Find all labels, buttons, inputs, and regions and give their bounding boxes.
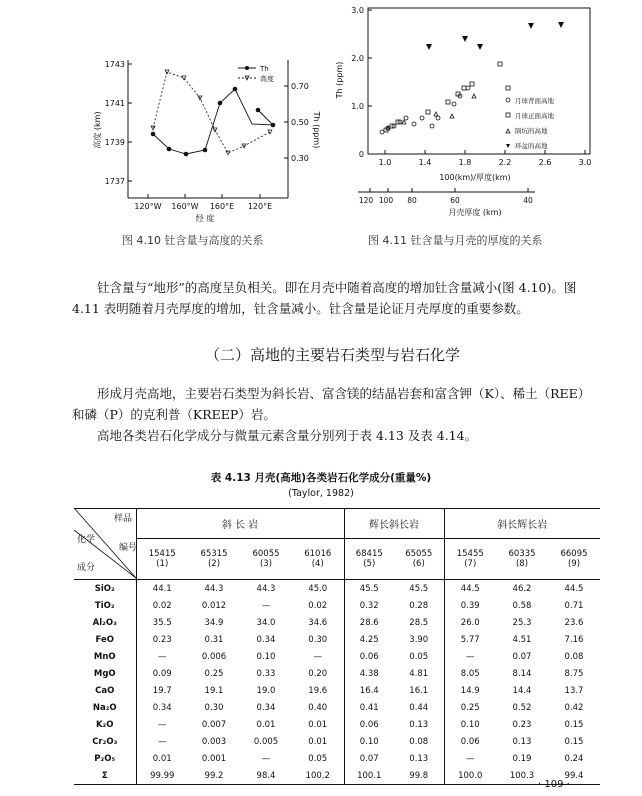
table-cell: 99.8 bbox=[394, 767, 444, 785]
y-left-tick: 1743 bbox=[104, 60, 125, 69]
table-cell: 44.5 bbox=[460, 583, 480, 594]
component-name: MgO bbox=[74, 665, 136, 682]
x-tick: 160°W bbox=[171, 202, 199, 211]
y-left-label: 高度 (km) bbox=[93, 111, 102, 149]
figure-4-10-caption: 图 4.10 钍含量与高度的关系 bbox=[122, 234, 264, 247]
table-cell: 19.1 bbox=[204, 685, 224, 696]
y-tick: 1.0 bbox=[351, 102, 364, 111]
table-cell: 0.10 bbox=[256, 651, 276, 662]
th-point bbox=[184, 152, 189, 157]
figure-4-11 bbox=[330, 0, 600, 226]
table-row bbox=[74, 580, 600, 598]
table-title: 表 4.13 月壳(高地)各类岩石化学成分(重量%) bbox=[210, 472, 432, 484]
table-cell: 0.20 bbox=[292, 665, 344, 682]
table-cell: 99.2 bbox=[204, 770, 224, 781]
component-name: P₂O₅ bbox=[74, 750, 136, 767]
table-cell: 16.1 bbox=[394, 682, 444, 699]
x2-tick: 120 bbox=[358, 196, 374, 205]
sample-header bbox=[240, 539, 292, 580]
table-row bbox=[74, 648, 600, 665]
y-tick: 2.0 bbox=[351, 54, 364, 63]
sample-id: 61016 bbox=[304, 549, 332, 560]
sample-id: 66095 bbox=[560, 549, 588, 560]
figure-4-11-plot bbox=[330, 0, 600, 222]
table-cell: 19.7 bbox=[152, 685, 172, 696]
component-name: SiO₂ bbox=[74, 580, 136, 598]
sample-header bbox=[548, 539, 600, 580]
table-cell: 0.02 bbox=[152, 600, 172, 611]
figure-4-10-plot bbox=[70, 50, 320, 235]
table-cell: 0.10 bbox=[460, 719, 480, 730]
table-cell: 8.05 bbox=[460, 668, 480, 679]
table-cell: 0.34 bbox=[256, 702, 276, 713]
sample-header bbox=[394, 539, 444, 580]
component-name: K₂O bbox=[74, 716, 136, 733]
height-point bbox=[226, 151, 230, 155]
sample-header bbox=[496, 539, 548, 580]
table-cell: 0.30 bbox=[204, 702, 224, 713]
table-cell: 99.99 bbox=[150, 770, 175, 781]
table-cell: 46.2 bbox=[512, 583, 532, 594]
group-anorthositic-gabbro: 斜长辉长岩 bbox=[444, 509, 600, 539]
table-row bbox=[74, 682, 600, 699]
table-cell: 8.14 bbox=[512, 668, 532, 679]
table-cell: 0.012 bbox=[201, 600, 227, 611]
table-cell: 0.40 bbox=[292, 699, 344, 716]
table-cell: — bbox=[261, 753, 271, 764]
table-cell: 0.006 bbox=[201, 651, 227, 662]
table-cell: 0.25 bbox=[204, 668, 224, 679]
paragraph-1: 钍含量与“地形”的高度呈负相关。即在月壳中随着高度的增加钍含量减小(图 4.10)。图 4.11 表明随着月壳厚度的增加，钍含量减小。钍含量是论证月壳厚度的重要参数。 bbox=[72, 280, 577, 316]
table-cell: 0.07 bbox=[512, 651, 532, 662]
table-cell: 0.13 bbox=[394, 750, 444, 767]
group-anorthosite: 斜 长 岩 bbox=[136, 509, 344, 539]
table-cell: 99.4 bbox=[564, 770, 584, 781]
table-body bbox=[74, 580, 600, 785]
y-right-tick: 0.50 bbox=[291, 118, 309, 127]
table-cell: — bbox=[158, 719, 167, 730]
y-right-label: Th (ppm) bbox=[312, 111, 321, 149]
table-cell: 0.01 bbox=[292, 716, 344, 733]
table-cell: 0.01 bbox=[152, 753, 172, 764]
table-cell: 0.15 bbox=[564, 736, 584, 747]
table-cell: 23.6 bbox=[564, 617, 584, 628]
sample-id: 68415 bbox=[355, 549, 383, 560]
table-cell: — bbox=[158, 651, 167, 662]
table-cell: 19.0 bbox=[256, 685, 276, 696]
table-cell: 0.71 bbox=[564, 600, 584, 611]
table-cell: 0.30 bbox=[292, 631, 344, 648]
x2-tick: 40 bbox=[523, 196, 533, 205]
table-cell: 0.01 bbox=[292, 733, 344, 750]
sample-id: 15455 bbox=[456, 549, 484, 560]
data-point bbox=[462, 36, 468, 42]
table-cell: 0.44 bbox=[394, 699, 444, 716]
data-point bbox=[528, 23, 534, 29]
legend-item: 月球正面高地 bbox=[515, 112, 554, 120]
table-cell: 0.28 bbox=[394, 597, 444, 614]
y-right-tick: 0.30 bbox=[291, 154, 309, 163]
table-cell: 0.42 bbox=[564, 702, 584, 713]
x2-tick: 80 bbox=[407, 196, 417, 205]
sample-index: (9) bbox=[567, 559, 581, 570]
sample-index: (4) bbox=[311, 559, 324, 570]
table-cell: 0.07 bbox=[359, 753, 379, 764]
height-series-line bbox=[153, 72, 270, 153]
table-cell: 8.75 bbox=[564, 668, 584, 679]
data-point bbox=[426, 44, 432, 50]
table-cell: 4.81 bbox=[394, 665, 444, 682]
table-cell: 0.06 bbox=[359, 719, 379, 730]
table-cell: 0.33 bbox=[256, 668, 276, 679]
table-cell: 7.16 bbox=[564, 634, 584, 645]
y-label: Th (ppm) bbox=[335, 61, 344, 99]
table-cell: 0.34 bbox=[256, 634, 276, 645]
table-cell: 0.09 bbox=[152, 668, 172, 679]
x-tick: 2.2 bbox=[498, 158, 512, 167]
sample-index: (1) bbox=[156, 559, 169, 570]
table-cell: 13.7 bbox=[564, 685, 584, 696]
table-cell: 0.58 bbox=[512, 600, 532, 611]
page-number: · 109 · bbox=[538, 779, 570, 790]
table-cell: 0.05 bbox=[292, 750, 344, 767]
table-cell: 0.13 bbox=[512, 736, 532, 747]
sample-id: 60055 bbox=[252, 549, 280, 560]
component-name: TiO₂ bbox=[74, 597, 136, 614]
x-tick: 1.8 bbox=[458, 158, 472, 167]
table-cell: 45.5 bbox=[394, 580, 444, 598]
table-cell: 0.01 bbox=[256, 719, 276, 730]
table-cell: 0.003 bbox=[201, 736, 227, 747]
table-cell: 0.32 bbox=[359, 600, 379, 611]
th-point bbox=[151, 132, 156, 137]
table-cell: 0.41 bbox=[359, 702, 379, 713]
y-left-tick: 1737 bbox=[104, 177, 125, 186]
y-right-tick: 0.70 bbox=[291, 82, 309, 91]
component-name: Na₂O bbox=[74, 699, 136, 716]
table-cell: 0.39 bbox=[460, 600, 480, 611]
table-cell: 100.1 bbox=[357, 770, 382, 781]
table-row bbox=[74, 750, 600, 767]
table-row bbox=[74, 699, 600, 716]
table-cell: 0.23 bbox=[512, 719, 532, 730]
table-cell: — bbox=[466, 753, 475, 764]
th-point bbox=[256, 108, 261, 113]
table-cell: 45.0 bbox=[292, 580, 344, 598]
component-name: CaO bbox=[74, 682, 136, 699]
x-tick: 3.0 bbox=[578, 158, 592, 167]
data-point bbox=[477, 44, 483, 50]
th-point bbox=[218, 101, 223, 106]
table-row bbox=[74, 614, 600, 631]
th-point bbox=[271, 123, 276, 128]
legend-item: 环盆的高地 bbox=[515, 142, 548, 150]
table-cell: 100.0 bbox=[458, 770, 483, 781]
table-cell: 0.08 bbox=[564, 651, 584, 662]
th-point bbox=[203, 148, 208, 153]
table-cell: 0.25 bbox=[460, 702, 480, 713]
x-label: 经 度 bbox=[195, 214, 215, 223]
table-cell: 0.24 bbox=[564, 753, 584, 764]
table-cell: 16.4 bbox=[359, 685, 379, 696]
table-cell: 0.06 bbox=[359, 651, 379, 662]
corner-number: 编号 bbox=[119, 543, 138, 553]
table-cell: 0.007 bbox=[201, 719, 227, 730]
table-grid bbox=[74, 508, 600, 785]
table-cell: 0.08 bbox=[394, 733, 444, 750]
table-cell: 25.3 bbox=[512, 617, 532, 628]
x-label: 100(km)/厚度(km) bbox=[439, 173, 511, 182]
table-cell: 28.5 bbox=[394, 614, 444, 631]
table-cell: 34.6 bbox=[292, 614, 344, 631]
table-cell: 14.9 bbox=[460, 685, 480, 696]
legend-th: Th bbox=[260, 65, 269, 73]
table-cell: 0.02 bbox=[292, 597, 344, 614]
chemistry-table bbox=[74, 508, 600, 785]
sample-index: (2) bbox=[207, 559, 221, 570]
sample-header bbox=[188, 539, 240, 580]
sample-id: 65315 bbox=[200, 549, 228, 560]
table-row bbox=[74, 733, 600, 750]
th-series-line bbox=[153, 89, 273, 154]
corner-chem: 化学 bbox=[77, 535, 96, 545]
height-point bbox=[268, 130, 272, 134]
table-cell: 98.4 bbox=[256, 770, 276, 781]
table-cell: 4.25 bbox=[359, 634, 379, 645]
table-cell: 19.6 bbox=[292, 682, 344, 699]
table-cell: 35.5 bbox=[152, 617, 172, 628]
table-cell: 0.005 bbox=[253, 736, 279, 747]
x2-label: 月壳厚度 (km) bbox=[448, 208, 502, 217]
table-cell: — bbox=[158, 736, 167, 747]
table-row bbox=[74, 597, 600, 614]
table-cell: 0.19 bbox=[512, 753, 532, 764]
sample-id: 60335 bbox=[508, 549, 536, 560]
paragraph-3: 高地各类岩石化学成分与微量元素含量分别列于表 4.13 及表 4.14。 bbox=[97, 428, 478, 443]
x-tick: 120°E bbox=[247, 202, 273, 211]
table-row bbox=[74, 767, 600, 785]
table-cell: 0.52 bbox=[512, 702, 532, 713]
table-cell: 5.77 bbox=[460, 634, 480, 645]
table-cell: 4.51 bbox=[512, 634, 532, 645]
table-cell: 0.10 bbox=[359, 736, 379, 747]
component-name: Σ bbox=[74, 767, 136, 785]
table-cell: 34.9 bbox=[204, 617, 224, 628]
table-cell: 0.13 bbox=[394, 716, 444, 733]
sample-id: 15415 bbox=[148, 549, 176, 560]
table-cell: 100.2 bbox=[292, 767, 344, 785]
x-tick: 1.4 bbox=[418, 158, 432, 167]
legend-item: 陨坑的高地 bbox=[515, 127, 548, 135]
y-tick: 3.0 bbox=[351, 6, 364, 15]
corner-sample: 样品 bbox=[114, 514, 133, 524]
figure-4-10 bbox=[70, 50, 320, 239]
table-cell: 45.5 bbox=[359, 583, 379, 594]
table-cell: — bbox=[261, 600, 271, 611]
table-cell: 44.3 bbox=[204, 583, 224, 594]
x2-tick: 60 bbox=[450, 196, 460, 205]
table-cell: 0.05 bbox=[394, 648, 444, 665]
table-cell: 14.4 bbox=[512, 685, 532, 696]
component-name: FeO bbox=[74, 631, 136, 648]
table-cell: 28.6 bbox=[359, 617, 379, 628]
x-tick: 160°E bbox=[209, 202, 235, 211]
sample-index: (6) bbox=[412, 559, 425, 570]
th-point bbox=[167, 147, 172, 152]
y-left-tick: 1739 bbox=[104, 138, 125, 147]
x-tick: 2.6 bbox=[538, 158, 552, 167]
table-cell: 3.90 bbox=[394, 631, 444, 648]
component-name: Al₂O₃ bbox=[74, 614, 136, 631]
table-cell: 0.34 bbox=[152, 702, 172, 713]
group-gabbroic-anorthosite: 辉长斜长岩 bbox=[344, 509, 444, 539]
table-cell: 0.001 bbox=[201, 753, 227, 764]
figure-4-11-caption: 图 4.11 钍含量与月壳的厚度的关系 bbox=[368, 234, 543, 247]
paragraph-2: 形成月壳高地，主要岩石类型为斜长岩、富含镁的结晶岩套和富含钾（K）、稀土（REE）和磷（P）的克利普（KREEP）岩。 bbox=[72, 386, 591, 422]
table-cell: — bbox=[292, 648, 344, 665]
sample-header bbox=[344, 539, 394, 580]
x-tick: 1.0 bbox=[378, 158, 392, 167]
legend-height: 高度 bbox=[260, 75, 274, 83]
table-cell: 0.23 bbox=[152, 634, 172, 645]
sample-header bbox=[292, 539, 344, 580]
table-row bbox=[74, 716, 600, 733]
legend-item: 月球背面高地 bbox=[515, 97, 554, 105]
corner-component: 成分 bbox=[77, 563, 96, 573]
table-row bbox=[74, 631, 600, 648]
th-point bbox=[233, 87, 238, 92]
x2-tick: 100 bbox=[378, 196, 394, 205]
sample-index: (3) bbox=[259, 559, 273, 570]
table-cell: 34.0 bbox=[256, 617, 276, 628]
sample-header bbox=[444, 539, 496, 580]
table-row bbox=[74, 665, 600, 682]
data-point bbox=[558, 22, 564, 28]
y-tick: 0 bbox=[358, 150, 364, 159]
table-cell: 26.0 bbox=[460, 617, 480, 628]
table-cell: 4.38 bbox=[359, 668, 379, 679]
table-cell: 0.15 bbox=[564, 719, 584, 730]
sample-header bbox=[136, 539, 188, 580]
component-name: MnO bbox=[74, 648, 136, 665]
y-left-tick: 1741 bbox=[104, 99, 125, 108]
table-cell: 44.1 bbox=[152, 583, 172, 594]
table-cell: 44.3 bbox=[256, 583, 276, 594]
component-name: Cr₂O₃ bbox=[74, 733, 136, 750]
x-tick: 120°W bbox=[134, 202, 162, 211]
table-cell: — bbox=[466, 651, 475, 662]
table-cell: 44.5 bbox=[564, 583, 584, 594]
table-cell: 0.06 bbox=[460, 736, 480, 747]
table-cell: 100.3 bbox=[509, 770, 535, 781]
sample-header-row bbox=[74, 539, 600, 580]
sample-index: (8) bbox=[515, 559, 529, 570]
sample-index: (7) bbox=[464, 559, 477, 570]
sample-id: 65055 bbox=[405, 549, 433, 560]
table-subtitle: (Taylor, 1982) bbox=[288, 488, 354, 499]
table-cell: 0.31 bbox=[204, 634, 224, 645]
sample-index: (5) bbox=[363, 559, 376, 570]
section-heading: （二）高地的主要岩石类型与岩石化学 bbox=[205, 346, 461, 364]
